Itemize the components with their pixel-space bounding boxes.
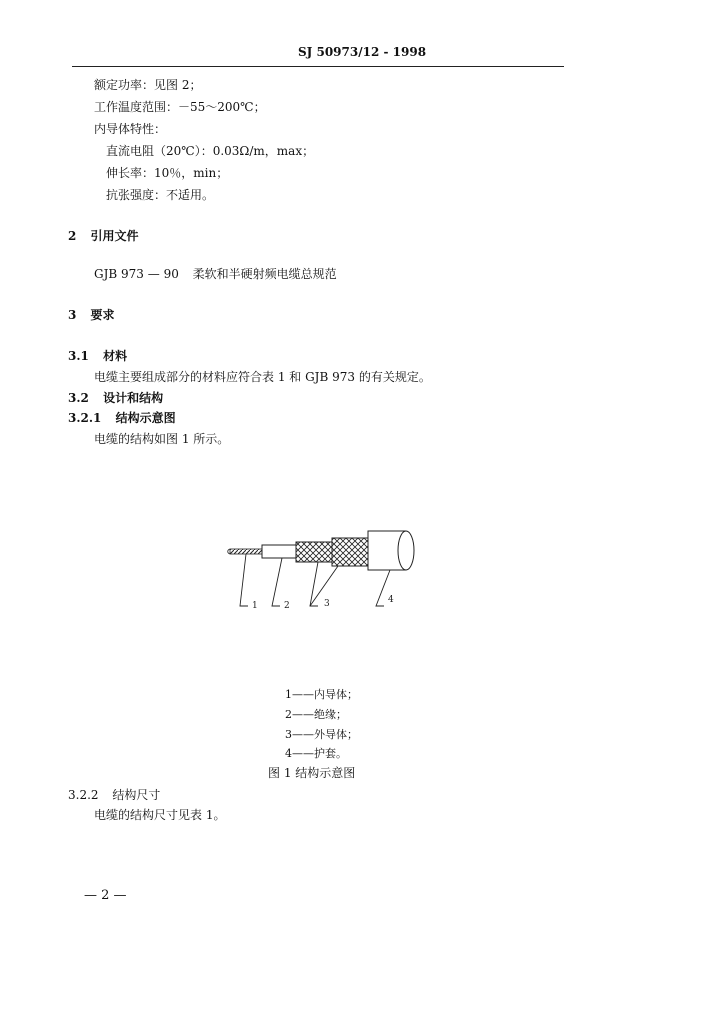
callout-label-4: 4	[388, 595, 394, 605]
rated-power-line: 额定功率：见图 2；	[94, 78, 202, 92]
dimensions-paragraph: 电缆的结构尺寸见表 1。	[94, 808, 226, 822]
section-title: 要求	[90, 308, 115, 322]
figure-caption: 图 1 结构示意图	[268, 766, 356, 780]
section-number: 3.2.2	[68, 788, 99, 802]
section-title: 材料	[103, 349, 128, 363]
header-rule	[72, 66, 564, 67]
dc-resistance-line: 直流电阻（20℃）：0.03Ω/m，max；	[106, 144, 315, 158]
outer-conductor-braid-2	[332, 538, 368, 566]
outer-conductor-braid-1	[296, 542, 332, 562]
structure-paragraph: 电缆的结构如图 1 所示。	[94, 432, 230, 446]
cable-structure-diagram	[226, 526, 422, 618]
legend-item: 1——内导体；	[285, 688, 358, 701]
section-number: 2	[68, 229, 77, 243]
legend-item: 3——外导体；	[285, 728, 358, 741]
section-number: 3	[68, 308, 77, 322]
section-3-2-1-heading	[68, 409, 176, 426]
section-2-heading	[68, 227, 139, 244]
elongation-line: 伸长率：10％，min；	[106, 166, 229, 180]
tensile-strength-line: 抗张强度：不适用。	[106, 188, 215, 202]
materials-paragraph: 电缆主要组成部分的材料应符合表 1 和 GJB 973 的有关规定。	[94, 370, 431, 384]
section-number: 3.1	[68, 349, 89, 363]
section-title: 结构尺寸	[112, 788, 161, 802]
section-number: 3.2.1	[68, 411, 102, 425]
callout-label-3: 3	[324, 599, 330, 609]
section-title: 引用文件	[90, 229, 139, 243]
page-number: — 2 —	[84, 888, 127, 903]
reference-document	[94, 265, 337, 282]
insulation-shape	[262, 545, 296, 558]
callout-label-1: 1	[252, 601, 258, 611]
legend-item: 2——绝缘；	[285, 708, 347, 721]
section-title: 设计和结构	[103, 391, 164, 405]
page-header: SJ 50973/12 - 1998	[297, 45, 427, 59]
callout-line-1	[240, 554, 248, 606]
section-3-2-2-heading	[68, 786, 160, 803]
reference-code: GJB 973 — 90	[94, 267, 179, 281]
callout-line-3a	[310, 562, 318, 606]
inner-conductor-heading: 内导体特性：	[94, 122, 167, 136]
section-title: 结构示意图	[115, 411, 176, 425]
callout-label-2: 2	[284, 601, 290, 611]
inner-conductor-shape	[228, 549, 262, 554]
section-number: 3.2	[68, 391, 89, 405]
section-3-heading	[68, 306, 115, 323]
temperature-range-line: 工作温度范围：－55～200℃；	[94, 100, 266, 114]
section-3-1-heading	[68, 347, 127, 364]
section-3-2-heading	[68, 389, 163, 406]
reference-title: 柔软和半硬射频电缆总规范	[192, 267, 337, 281]
callout-line-2	[272, 558, 282, 606]
jacket-shape	[368, 531, 414, 570]
legend-item: 4——护套。	[285, 747, 347, 760]
